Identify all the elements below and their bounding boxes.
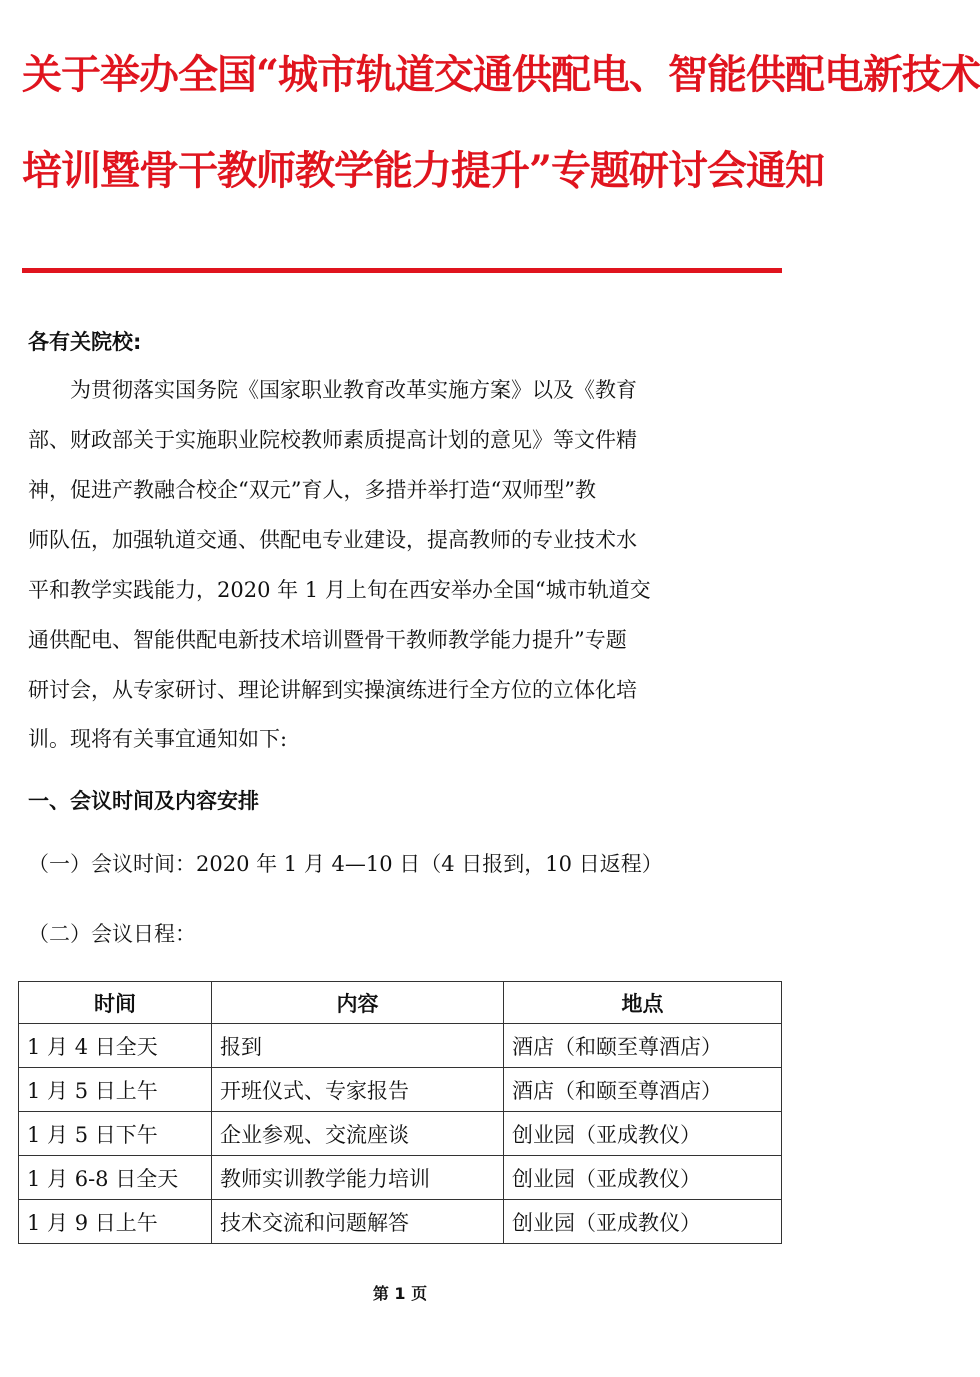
notice-title-line-2: 培训暨骨干教师教学能力提升”专题研讨会通知 [22, 147, 825, 194]
cell-location: 创业园（亚成教仪） [504, 1112, 782, 1156]
column-header-content: 内容 [212, 982, 504, 1024]
table-row [19, 1200, 782, 1244]
cell-location: 酒店（和颐至尊酒店） [504, 1024, 782, 1068]
column-header-time: 时间 [19, 982, 212, 1024]
table-header-row [19, 982, 782, 1024]
table-row [19, 1112, 782, 1156]
schedule-label: （二）会议日程： [28, 922, 196, 946]
paragraph-line: 训。现将有关事宜通知如下: [28, 727, 288, 751]
cell-time: 1 月 4 日全天 [19, 1024, 212, 1068]
table-row [19, 1068, 782, 1112]
cell-time: 1 月 5 日上午 [19, 1068, 212, 1112]
cell-content: 报到 [212, 1024, 504, 1068]
schedule-table [18, 981, 782, 1244]
salutation: 各有关院校: [28, 330, 142, 354]
cell-time: 1 月 9 日上午 [19, 1200, 212, 1244]
paragraph-line: 研讨会，从专家研讨、理论讲解到实操演练进行全方位的立体化培 [28, 678, 637, 702]
meeting-time: （一）会议时间：2020 年 1 月 4—10 日（4 日报到，10 日返程） [28, 852, 663, 876]
cell-location: 创业园（亚成教仪） [504, 1156, 782, 1200]
column-header-location: 地点 [504, 982, 782, 1024]
notice-title-line-1: 关于举办全国“城市轨道交通供配电、智能供配电新技术 [22, 51, 980, 98]
paragraph-line: 平和教学实践能力，2020 年 1 月上旬在西安举办全国“城市轨道交 [28, 578, 651, 602]
section-heading: 一、会议时间及内容安排 [28, 789, 259, 813]
cell-content: 技术交流和问题解答 [212, 1200, 504, 1244]
paragraph-line: 神，促进产教融合校企“双元”育人，多措并举打造“双师型”教 [28, 478, 596, 502]
cell-location: 创业园（亚成教仪） [504, 1200, 782, 1244]
cell-time: 1 月 5 日下午 [19, 1112, 212, 1156]
paragraph-line: 师队伍，加强轨道交通、供配电专业建设，提高教师的专业技术水 [28, 528, 637, 552]
table-row [19, 1024, 782, 1068]
cell-time: 1 月 6-8 日全天 [19, 1156, 212, 1200]
red-divider [22, 268, 782, 273]
table-row [19, 1156, 782, 1200]
paragraph-line: 为贯彻落实国务院《国家职业教育改革实施方案》以及《教育 [28, 378, 637, 402]
cell-content: 开班仪式、专家报告 [212, 1068, 504, 1112]
cell-content: 教师实训教学能力培训 [212, 1156, 504, 1200]
cell-location: 酒店（和颐至尊酒店） [504, 1068, 782, 1112]
page-number: 第 1 页 [372, 1284, 428, 1303]
cell-content: 企业参观、交流座谈 [212, 1112, 504, 1156]
paragraph-line: 通供配电、智能供配电新技术培训暨骨干教师教学能力提升”专题 [28, 628, 627, 652]
paragraph-line: 部、财政部关于实施职业院校教师素质提高计划的意见》等文件精 [28, 428, 637, 452]
